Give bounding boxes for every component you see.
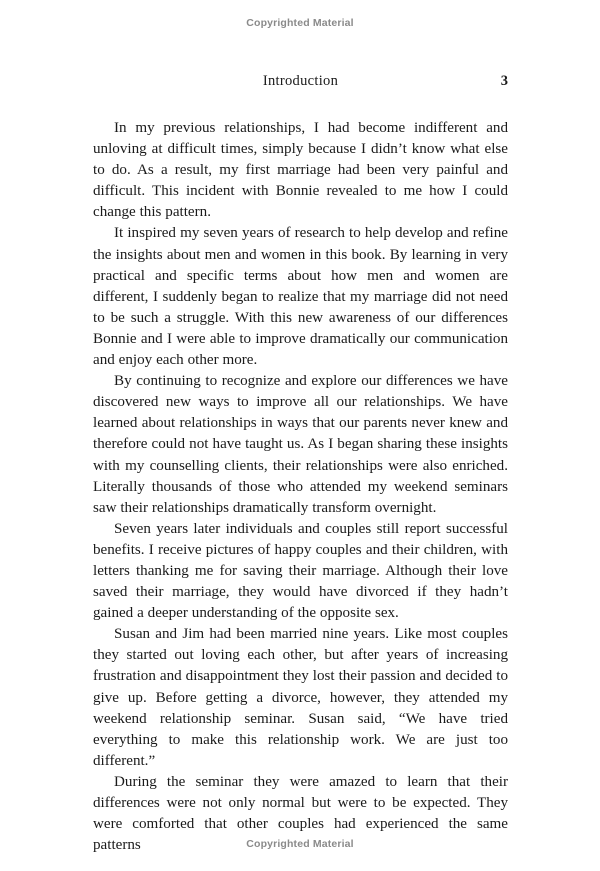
copyright-watermark-bottom: Copyrighted Material	[246, 838, 354, 850]
page-number: 3	[500, 73, 508, 89]
running-head-title: Introduction	[262, 73, 339, 89]
paragraph: Seven years later individuals and couples still report successful benefits. I receive pictures of happy couples and their children, with letters thanking me for saving their marriage. Although their love saved their marriage, they would have divorced if they hadn’t gained a deeper understanding of the opposite sex.	[93, 520, 508, 622]
paragraph: It inspired my seven years of research to help develop and refine the insights about men and women in this book. By learning in very practical and specific terms about how men and women are different, I suddenly began to realize that my marriage did not need to be such a struggle. With this new awareness of our differences Bonnie and I were able to improve dramatically our communication and enjoy each other more.	[93, 225, 508, 369]
book-page	[93, 0, 508, 871]
paragraph: During the seminar they were amazed to learn that their differences were not only normal but were to be expected. They were comforted that other couples had experienced the same patterns	[93, 773, 508, 854]
paragraph: In my previous relationships, I had become indifferent and unloving at difficult times, simply because I didn’t know what else to do. As a result, my first marriage had been very painful and difficult. This incident with Bonnie revealed to me how I could change this pattern.	[93, 120, 508, 221]
body-text	[93, 118, 508, 856]
copyright-watermark-top: Copyrighted Material	[246, 17, 354, 29]
paragraph: By continuing to recognize and explore our differences we have discovered new ways to improve all our relationships. We have learned about relationships in ways that our parents never knew and therefore could not have taught us. As I began sharing these insights with my counselling clients, their relationships were also enriched. Literally thousands of those who attended my weekend seminars saw their relationships dramatically transform overnight.	[93, 373, 508, 516]
paragraph: Susan and Jim had been married nine years. Like most couples they started out loving each other, but after years of increasing frustration and disappointment they lost their passion and decided to give up. Before getting a divorce, however, they attended my weekend relationship seminar. Susan said, “We have tried everything to make this relationship work. We are just too different.”	[93, 626, 508, 769]
running-head	[93, 71, 508, 91]
